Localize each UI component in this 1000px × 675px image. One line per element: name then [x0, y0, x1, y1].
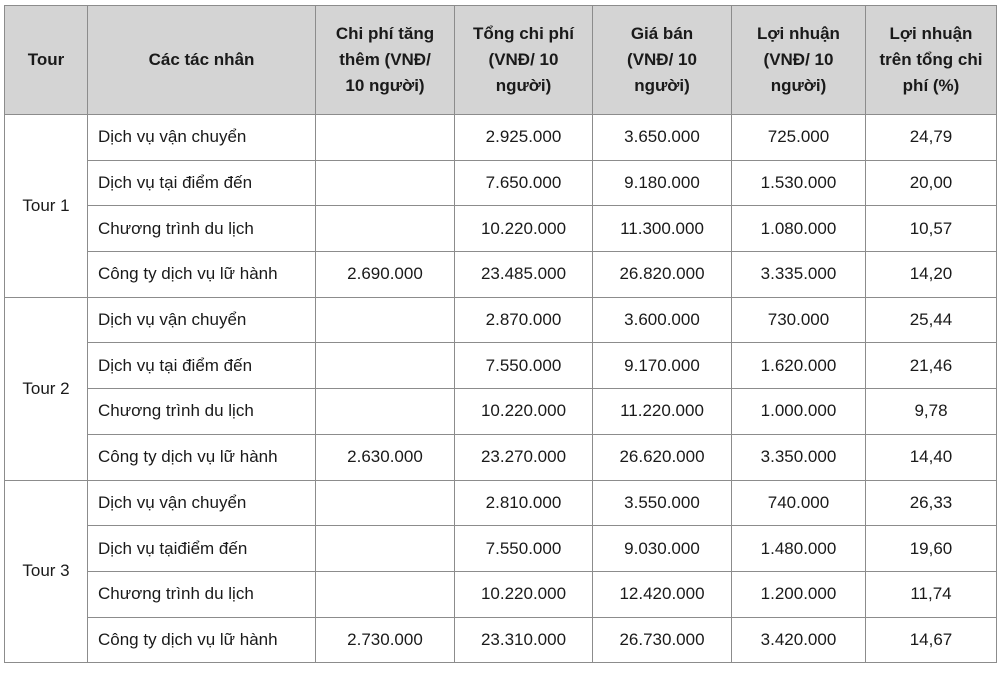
cell-price: 12.420.000 — [593, 571, 732, 617]
cell-tour-name: Tour 3 — [5, 480, 88, 663]
cell-total-cost: 10.220.000 — [455, 389, 593, 435]
cell-price: 26.820.000 — [593, 252, 732, 298]
cell-actor: Chương trình du lịch — [88, 389, 316, 435]
cell-price: 9.170.000 — [593, 343, 732, 389]
cell-actor: Công ty dịch vụ lữ hành — [88, 617, 316, 663]
cell-profit-ratio: 14,40 — [866, 434, 997, 480]
cell-price: 3.650.000 — [593, 115, 732, 161]
cell-price: 3.600.000 — [593, 297, 732, 343]
cell-actor: Dịch vụ vận chuyển — [88, 480, 316, 526]
table-row — [5, 480, 997, 526]
cell-extra-cost — [316, 389, 455, 435]
cell-total-cost: 23.310.000 — [455, 617, 593, 663]
cell-total-cost: 23.485.000 — [455, 252, 593, 298]
cell-profit: 1.200.000 — [732, 571, 866, 617]
header-actors: Các tác nhân — [88, 6, 316, 115]
cell-actor: Công ty dịch vụ lữ hành — [88, 434, 316, 480]
header-row — [5, 6, 997, 115]
cell-extra-cost: 2.690.000 — [316, 252, 455, 298]
header-profit: Lợi nhuận (VNĐ/ 10 người) — [732, 6, 866, 115]
cell-total-cost: 7.550.000 — [455, 526, 593, 572]
cell-actor: Dịch vụ vận chuyển — [88, 297, 316, 343]
cell-total-cost: 2.810.000 — [455, 480, 593, 526]
table-body — [5, 115, 997, 663]
table-row — [5, 571, 997, 617]
table-row — [5, 297, 997, 343]
table-row — [5, 526, 997, 572]
table-row — [5, 617, 997, 663]
cell-extra-cost — [316, 526, 455, 572]
cell-actor: Dịch vụ tạiđiểm đến — [88, 526, 316, 572]
cell-price: 9.180.000 — [593, 160, 732, 206]
header-profit-ratio: Lợi nhuận trên tổng chi phí (%) — [866, 6, 997, 115]
cell-tour-name: Tour 2 — [5, 297, 88, 480]
cell-extra-cost: 2.730.000 — [316, 617, 455, 663]
cell-actor: Dịch vụ tại điểm đến — [88, 343, 316, 389]
cell-total-cost: 2.925.000 — [455, 115, 593, 161]
table-row — [5, 434, 997, 480]
cell-total-cost: 7.650.000 — [455, 160, 593, 206]
cell-profit-ratio: 9,78 — [866, 389, 997, 435]
cell-extra-cost — [316, 480, 455, 526]
tour-cost-table — [4, 5, 997, 663]
cell-profit-ratio: 24,79 — [866, 115, 997, 161]
cell-actor: Chương trình du lịch — [88, 571, 316, 617]
cell-profit: 725.000 — [732, 115, 866, 161]
cell-price: 11.300.000 — [593, 206, 732, 252]
cell-profit-ratio: 25,44 — [866, 297, 997, 343]
cell-extra-cost — [316, 571, 455, 617]
cell-profit-ratio: 20,00 — [866, 160, 997, 206]
cell-actor: Công ty dịch vụ lữ hành — [88, 252, 316, 298]
cell-profit-ratio: 21,46 — [866, 343, 997, 389]
cell-profit: 3.335.000 — [732, 252, 866, 298]
header-tour: Tour — [5, 6, 88, 115]
cell-actor: Chương trình du lịch — [88, 206, 316, 252]
table-row — [5, 115, 997, 161]
table-row — [5, 206, 997, 252]
header-total-cost: Tổng chi phí (VNĐ/ 10 người) — [455, 6, 593, 115]
table-row — [5, 252, 997, 298]
cell-actor: Dịch vụ tại điểm đến — [88, 160, 316, 206]
cell-extra-cost — [316, 343, 455, 389]
cell-profit: 1.620.000 — [732, 343, 866, 389]
header-extra-cost: Chi phí tăng thêm (VNĐ/ 10 người) — [316, 6, 455, 115]
cell-profit-ratio: 19,60 — [866, 526, 997, 572]
cell-profit: 1.530.000 — [732, 160, 866, 206]
cell-extra-cost — [316, 206, 455, 252]
cell-total-cost: 2.870.000 — [455, 297, 593, 343]
cell-profit: 1.080.000 — [732, 206, 866, 252]
table-header — [5, 6, 997, 115]
header-price: Giá bán (VNĐ/ 10 người) — [593, 6, 732, 115]
cell-price: 26.730.000 — [593, 617, 732, 663]
table-row — [5, 389, 997, 435]
cell-extra-cost — [316, 115, 455, 161]
cell-actor: Dịch vụ vận chuyển — [88, 115, 316, 161]
cell-profit-ratio: 11,74 — [866, 571, 997, 617]
cell-tour-name: Tour 1 — [5, 115, 88, 298]
cell-profit: 730.000 — [732, 297, 866, 343]
cell-profit: 740.000 — [732, 480, 866, 526]
cell-extra-cost: 2.630.000 — [316, 434, 455, 480]
cell-price: 9.030.000 — [593, 526, 732, 572]
cell-profit: 1.000.000 — [732, 389, 866, 435]
cell-price: 3.550.000 — [593, 480, 732, 526]
cell-total-cost: 23.270.000 — [455, 434, 593, 480]
cell-price: 11.220.000 — [593, 389, 732, 435]
cell-extra-cost — [316, 160, 455, 206]
table-row — [5, 160, 997, 206]
cell-profit-ratio: 14,20 — [866, 252, 997, 298]
cell-profit-ratio: 14,67 — [866, 617, 997, 663]
cell-extra-cost — [316, 297, 455, 343]
cell-profit: 3.350.000 — [732, 434, 866, 480]
cell-total-cost: 7.550.000 — [455, 343, 593, 389]
cell-profit-ratio: 10,57 — [866, 206, 997, 252]
cell-price: 26.620.000 — [593, 434, 732, 480]
cell-total-cost: 10.220.000 — [455, 571, 593, 617]
cell-profit: 3.420.000 — [732, 617, 866, 663]
cell-total-cost: 10.220.000 — [455, 206, 593, 252]
table-row — [5, 343, 997, 389]
cell-profit-ratio: 26,33 — [866, 480, 997, 526]
cell-profit: 1.480.000 — [732, 526, 866, 572]
